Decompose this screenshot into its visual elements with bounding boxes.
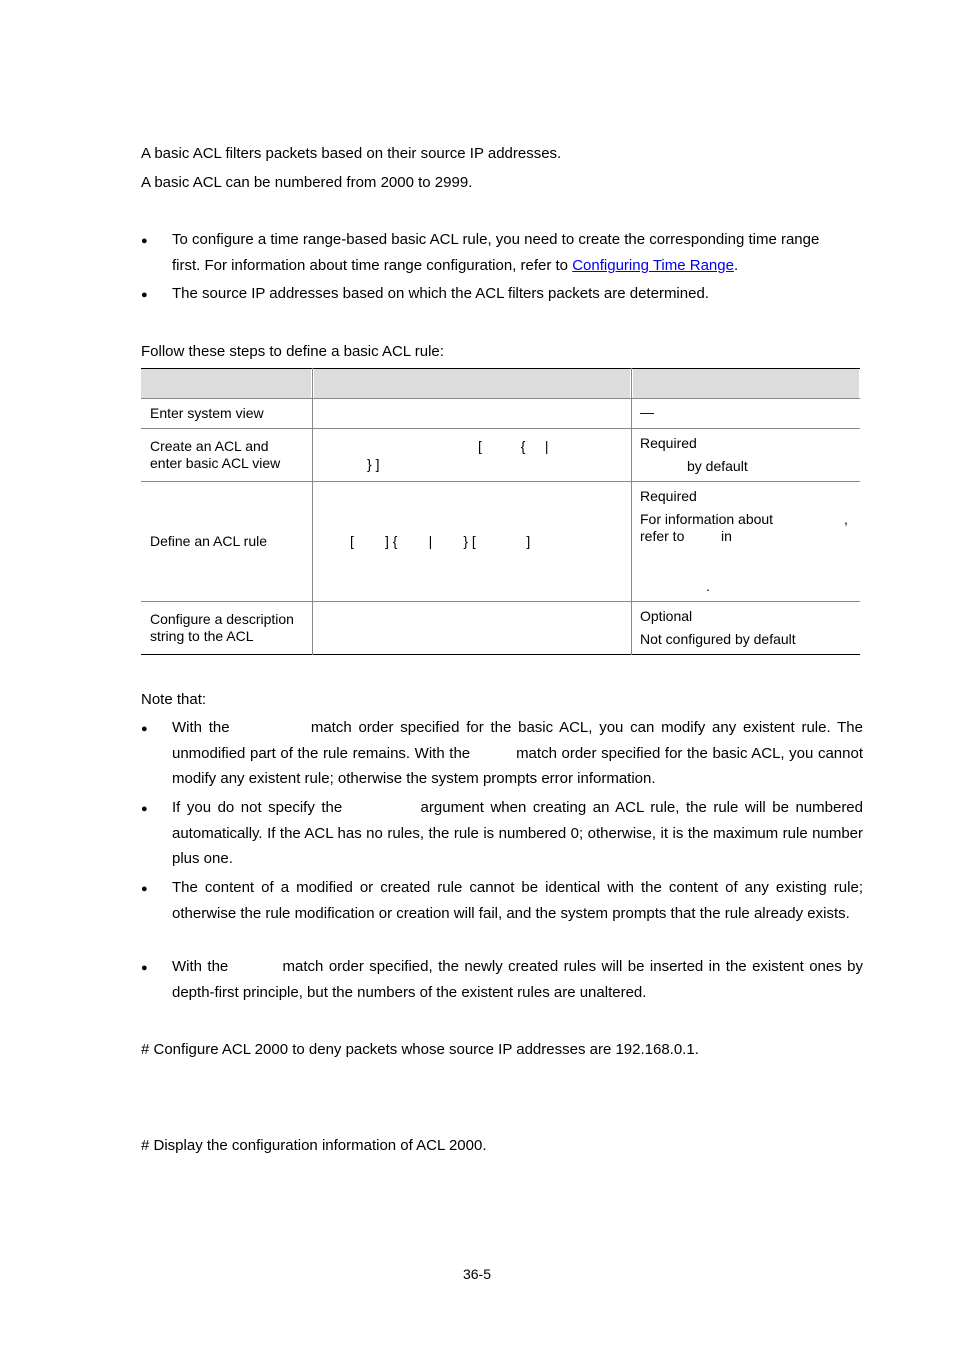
note-title: Note that: bbox=[141, 691, 207, 708]
bullet-dot: ● bbox=[141, 883, 148, 895]
table-header-command bbox=[314, 369, 630, 398]
prereq-bullet-1-line-1: To configure a time range-based basic ACL rule, you need to create the corresponding time range bbox=[172, 231, 820, 248]
table-row-4-step: Configure a description string to the ACL bbox=[150, 611, 294, 644]
table-row-2-remark-required: Required bbox=[640, 435, 697, 451]
intro-line-2: A basic ACL can be numbered from 2000 to 2999. bbox=[141, 174, 473, 191]
steps-intro: Follow these steps to define a basic ACL rule: bbox=[141, 343, 444, 360]
page-number: 36-5 bbox=[462, 1266, 492, 1282]
table-row-4-remark-optional: Optional bbox=[640, 608, 693, 624]
note-4: With the match order specified, the newly created rules will be inserted in the existent ones by depth-first principle, but the numbers of the existent rules are unaltered. bbox=[172, 958, 868, 1001]
bullet-dot: ● bbox=[141, 803, 148, 815]
bullet-dot: ● bbox=[141, 723, 148, 735]
table-row-1-step: Enter system view bbox=[150, 405, 264, 421]
table-row-1-remark: — bbox=[640, 404, 654, 420]
table-row-3-remark-period: . bbox=[706, 578, 710, 594]
table-row-3-remark-comma: , bbox=[844, 511, 848, 527]
table-row-2-command-end: } ] bbox=[367, 456, 380, 472]
example-configure-acl: # Configure ACL 2000 to deny packets whose source IP addresses are 192.168.0.1. bbox=[141, 1041, 699, 1058]
table-row-3-remark-refer: refer to bbox=[640, 528, 685, 544]
prereq-bullet-1-line-2: first. For information about time range configuration, refer to Configuring Time Range. bbox=[172, 257, 739, 274]
table-row-3-remark-in: in bbox=[721, 528, 732, 544]
table-row-2-command: [ { | bbox=[478, 438, 549, 454]
table-row-2-remark-default: by default bbox=[687, 458, 748, 474]
note-2: If you do not specify the argument when creating an ACL rule, the rule will be numbered automatically. If the ACL has no rules, the rule is numbered 0; otherwise, it is the maximum rule number plus one. bbox=[172, 799, 868, 867]
table-row-3-step: Define an ACL rule bbox=[150, 533, 267, 549]
table-header-step bbox=[141, 369, 311, 398]
table-row-4-remark-default: Not configured by default bbox=[640, 631, 796, 647]
table-row-3-remark-info: For information about bbox=[640, 511, 774, 527]
table-row-3-remark-required: Required bbox=[640, 488, 697, 504]
intro-line-1: A basic ACL filters packets based on their source IP addresses. bbox=[141, 145, 562, 162]
prereq-bullet-2: The source IP addresses based on which the ACL filters packets are determined. bbox=[172, 285, 709, 302]
note-1: With the match order specified for the basic ACL, you can modify any existent rule. The unmodified part of the rule remains. With the match order specified for the basic ACL, you cannot modify any existent rule; otherwise the system prompts error information. bbox=[172, 719, 868, 787]
note-3: The content of a modified or created rule cannot be identical with the content of any existing rule; otherwise the rule modification or creation will fail, and the system prompts that the rule already exists. bbox=[172, 879, 863, 922]
configuring-time-range-link[interactable]: Configuring Time Range bbox=[572, 257, 734, 274]
bullet-dot: ● bbox=[141, 962, 148, 974]
bullet-dot: ● bbox=[141, 235, 148, 247]
table-header-remarks bbox=[633, 369, 859, 398]
bullet-dot: ● bbox=[141, 289, 148, 301]
example-display-acl: # Display the configuration information of ACL 2000. bbox=[141, 1137, 487, 1154]
table-row-2-step: Create an ACL and enter basic ACL view bbox=[150, 438, 281, 471]
table-row-3-command: [ ] { | } [ ] bbox=[350, 533, 531, 549]
